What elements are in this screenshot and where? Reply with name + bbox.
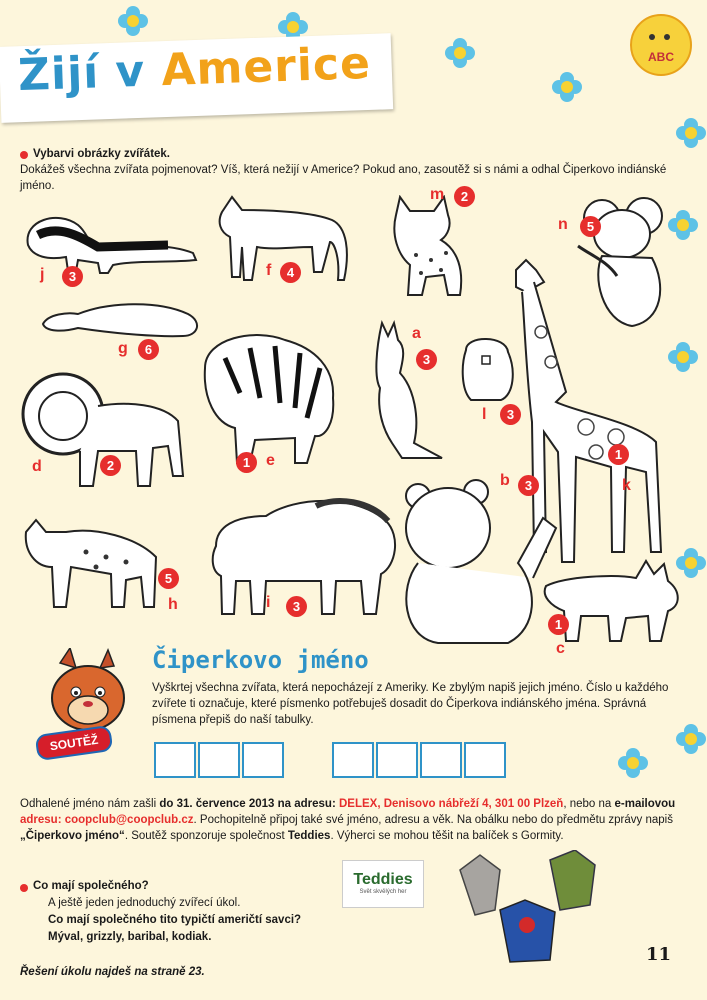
animal-number: 1 [548, 614, 569, 635]
answer-box[interactable] [332, 742, 374, 778]
flower-icon [445, 38, 475, 68]
teddies-logo-text: Teddies [353, 871, 413, 888]
flower-icon [552, 72, 582, 102]
lion-drawing [18, 366, 188, 496]
animal-letter: n [558, 216, 568, 233]
animal-number: 3 [286, 596, 307, 617]
lynx-drawing [386, 195, 471, 300]
animal-letter: g [118, 340, 128, 357]
bear-drawing [398, 478, 558, 648]
animal-letter: d [32, 458, 42, 475]
kangaroo-drawing [362, 318, 447, 468]
flower-icon [676, 724, 706, 754]
common-line1: A ještě jeden jednoduchý zvířecí úkol. [48, 897, 241, 909]
animal-letter: h [168, 596, 178, 613]
animal-letter: m [430, 186, 445, 203]
abc-mascot-icon [630, 14, 692, 76]
animal-number: 5 [580, 216, 601, 237]
animal-number: 1 [236, 452, 257, 473]
animal-number: 1 [608, 444, 629, 465]
bullet-icon [20, 884, 28, 892]
animal-letter: c [556, 640, 565, 657]
flower-icon [676, 118, 706, 148]
answer-box[interactable] [376, 742, 418, 778]
answer-box[interactable] [420, 742, 462, 778]
intro-body: Dokážeš všechna zvířata pojmenovat? Víš, která nežijí v Americe? Pokud ano, zasoutěž si s námi a odhal Čiperkovo indiánské jméno. [20, 164, 667, 192]
squirrel-mascot-icon [30, 648, 140, 758]
animal-letter: b [500, 472, 510, 489]
animal-number: 3 [500, 404, 521, 425]
page-title: Žijí v Americe [17, 37, 372, 102]
solution-note: Řešení úkolu najdeš na straně 23. [20, 966, 205, 978]
abc-label: ABC [648, 50, 674, 64]
animal-letter: e [266, 452, 275, 469]
platypus-drawing [38, 292, 203, 342]
animal-number: 3 [416, 349, 437, 370]
animal-letter: f [266, 262, 272, 279]
animal-number: 3 [62, 266, 83, 287]
intro-heading: Vybarvi obrázky zvířátek. [33, 148, 171, 160]
animal-number: 5 [158, 568, 179, 589]
animal-letter: j [40, 266, 45, 283]
contest-text: Vyškrtej všechna zvířata, která nepocházejí z Ameriky. Ke zbylým napiš jejich jméno. Číslo u každého zvířete ti označuje, které písmenko potřebuješ dosadit do Čiperkova indiánského jména. Správná písmena přepiš do naší tabulky. [152, 682, 669, 726]
flower-icon [618, 748, 648, 778]
answer-box[interactable] [154, 742, 196, 778]
animal-letter: k [622, 477, 631, 494]
animal-number: 2 [454, 186, 475, 207]
common-line3: Mýval, grizzly, baribal, kodiak. [48, 931, 212, 943]
teddies-tagline: Svět skvělých her [359, 889, 407, 895]
answer-box[interactable] [242, 742, 284, 778]
animal-number: 4 [280, 262, 301, 283]
answer-box[interactable] [464, 742, 506, 778]
hyena-drawing [16, 512, 166, 612]
skunk-drawing [18, 205, 203, 275]
gormiti-toys-icon [440, 850, 610, 975]
contest-title: Čiperkovo jméno [152, 646, 369, 674]
common-line2: Co mají společného tito typičtí američtí savci? [48, 914, 302, 926]
flower-icon [668, 210, 698, 240]
submission-text: Odhalené jméno nám zašli do 31. července 2013 na adresu: DELEX, Denisovo nábřeží 4, 301 00 Plzeň, nebo na e-mailovou adresu: coopclub@coopclub.cz. Pochopitelně připoj také své jméno, adresu a věk. Na obálku nebo do předmětu zprávy napiš „Čiperkovo jméno“. Soutěž sponzoruje společnost Teddies. Výherci se mohou těšit na balíček s Gormity. [20, 798, 676, 842]
common-heading: Co mají společného? [33, 880, 149, 892]
teddies-logo [342, 860, 424, 908]
animal-letter: i [266, 594, 271, 611]
animal-letter: a [412, 325, 421, 342]
page-number: 11 [646, 944, 672, 965]
bullet-icon [20, 151, 28, 159]
contest-badge: SOUTĚŽ [35, 725, 114, 761]
flower-icon [118, 6, 148, 36]
animal-number: 2 [100, 455, 121, 476]
animal-letter: l [482, 406, 487, 423]
answer-box[interactable] [198, 742, 240, 778]
animal-number: 6 [138, 339, 159, 360]
animal-number: 3 [518, 475, 539, 496]
tiger-drawing [195, 328, 345, 468]
